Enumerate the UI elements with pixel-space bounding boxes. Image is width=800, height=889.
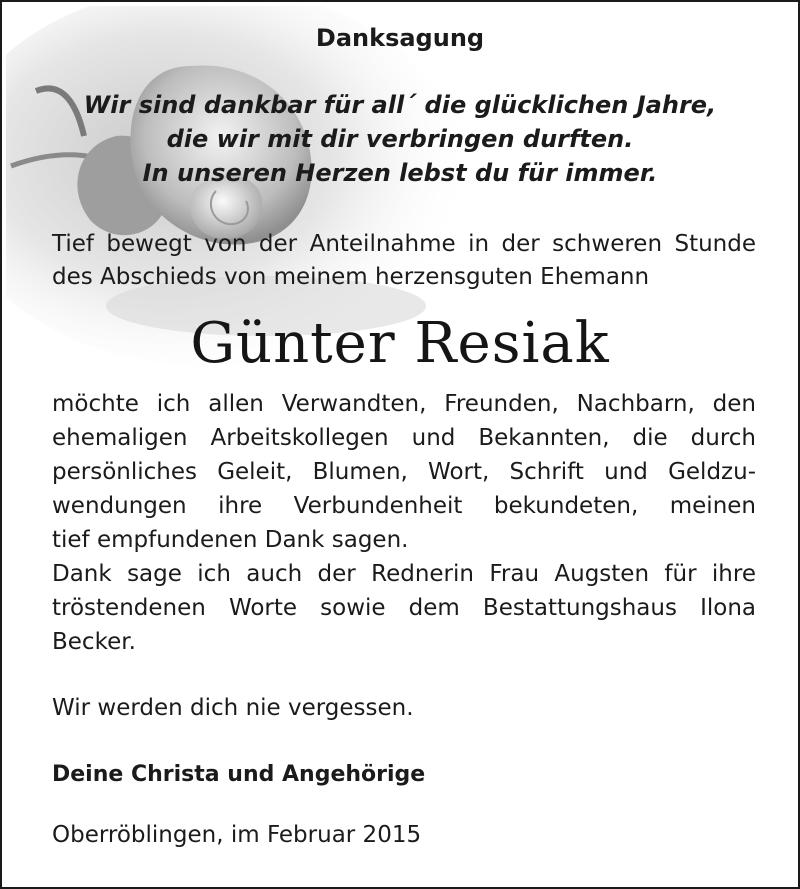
body-text <box>52 387 756 659</box>
body-line: tröstendenen Worte sowie dem Bestattungshaus Ilona <box>52 595 756 621</box>
signature: Deine Christa und Angehörige <box>52 762 426 787</box>
closing-line: Wir werden dich nie vergessen. <box>52 695 414 721</box>
body-line: möchte ich allen Verwandten, Freunden, Nachbarn, den <box>52 391 756 417</box>
motto-line: die wir mit dir verbringen durften. <box>166 125 634 153</box>
body-line: Becker. <box>52 629 136 655</box>
deceased-name: Günter Resiak <box>190 311 610 376</box>
intro-text <box>52 228 756 294</box>
intro-line: des Abschieds von meinem herzensguten Ehemann <box>52 264 650 290</box>
body-line: tief empfundenen Dank sagen. <box>52 527 409 553</box>
heading: Danksagung <box>315 24 485 52</box>
body-line: Dank sage ich auch der Rednerin Frau Augsten für ihre <box>52 561 756 587</box>
place-date: Oberröblingen, im Februar 2015 <box>52 822 422 848</box>
motto-line: In unseren Herzen lebst du für immer. <box>142 159 658 187</box>
body-line: wendungen ihre Verbundenheit bekundeten, meinen <box>52 493 756 519</box>
motto <box>2 88 798 190</box>
motto-line: Wir sind dankbar für all´ die glücklichen Jahre, <box>83 91 717 119</box>
intro-line: Tief bewegt von der Anteilnahme in der schweren Stunde <box>52 231 756 257</box>
body-line: persönliches Geleit, Blumen, Wort, Schrift und Geldzu- <box>52 459 756 485</box>
body-line: ehemaligen Arbeitskollegen und Bekannten, die durch <box>52 425 756 451</box>
